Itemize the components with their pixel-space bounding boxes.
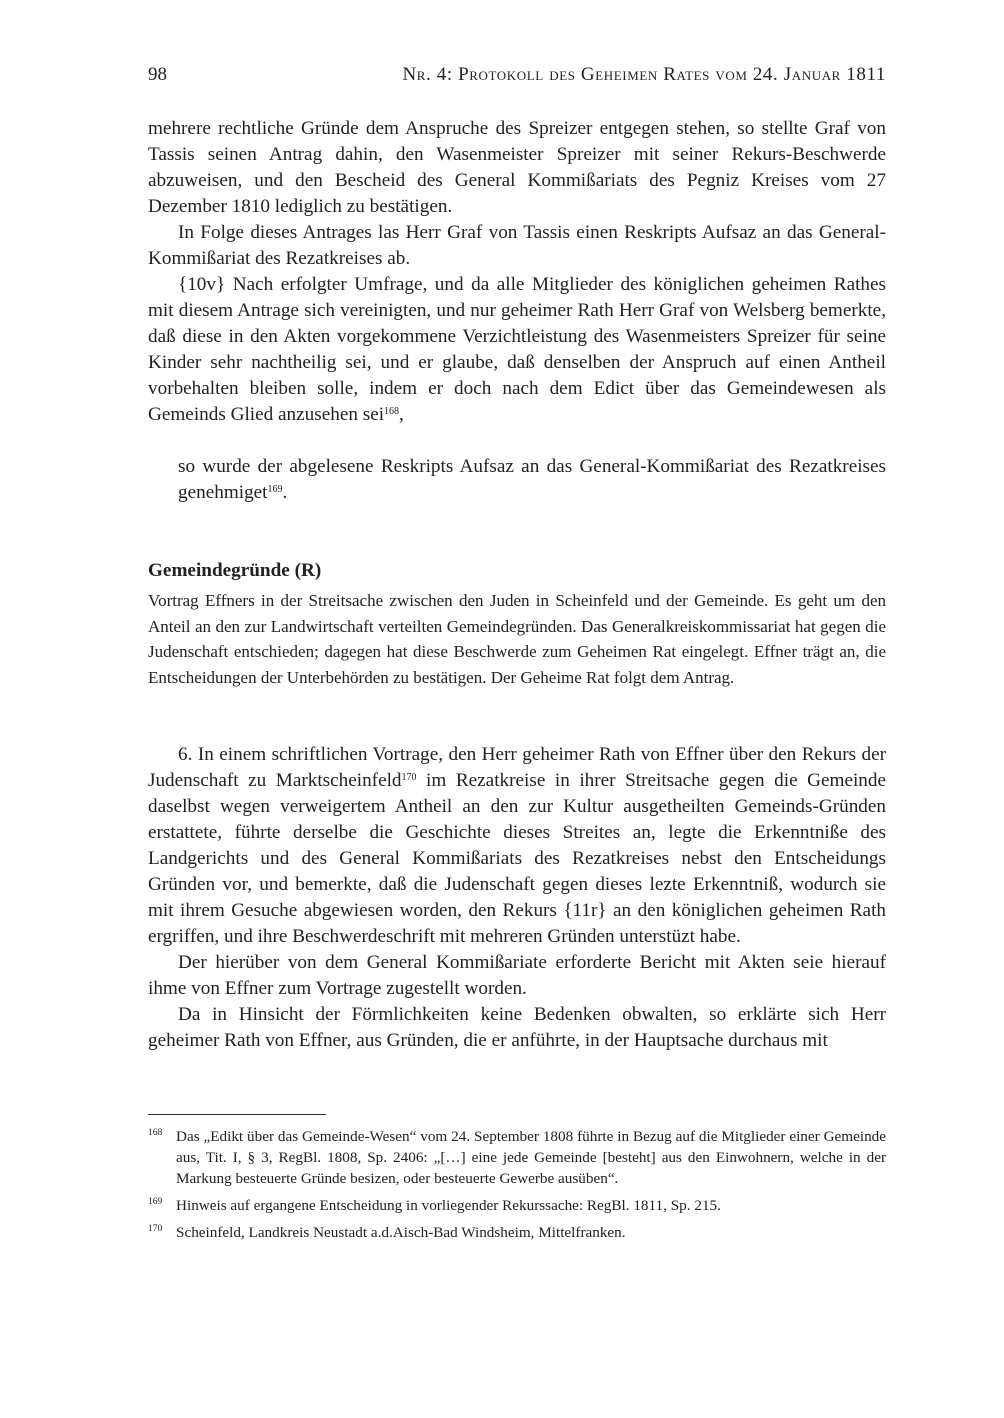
paragraph: mehrere rechtliche Gründe dem Anspruche des Spreizer entgegen stehen, so stellte Graf von Tassis seinen Antrag dahin, den Wasenmeister Spreizer mit seiner Rekurs-Beschwerde abzuweisen, und den Bescheid des General Kommißariats des Pegniz Kreises vom 27 Dezember 1810 lediglich zu bestätigen. [148, 118, 886, 217]
running-title: Nr. 4: Protokoll des Geheimen Rates vom 24. Januar 1811 [402, 64, 886, 85]
footnote-text: Das „Edikt über das Gemeinde-Wesen“ vom 24. September 1808 führte in Bezug auf die Mitglieder einer Gemeinde aus, Tit. I, § 3, RegBl. 1808, Sp. 2406: „[…] eine jede Gemeinde [besteht] aus den Einwohnern, welche in der Markung besteuerte Gründe besizen, oder besteuerte Gewerbe ausüben“. [176, 1128, 886, 1187]
punctuation: , [399, 404, 404, 425]
paragraph-text: im Rezatkreise in ihrer Streitsache gegen die Gemeinde daselbst wegen verweigertem Antheil an den zur Kultur ausgetheilten Gemeinds-Gründen erstattete, führte derselbe die Geschichte dieses Streites an, legte die Erkenntniße des Landgerichts und des General Kommißariats des Rezatkreises nebst den Entscheidungs Gründen vor, und bemerkte, daß die Judenschaft gegen dieses lezte Erkenntniß, wodurch sie mit ihrem Gesuche abgewiesen worden, den Rekurs {11r} an den königlichen geheimen Rath ergriffen, und ihre Beschwerdeschrift mit mehreren Gründen unterstüzt habe. [148, 770, 886, 947]
page-header [148, 64, 886, 90]
paragraph [148, 742, 886, 950]
footnote-text: Scheinfeld, Landkreis Neustadt a.d.Aisch-Bad Windsheim, Mittelfranken. [176, 1224, 626, 1241]
paragraph [148, 272, 886, 428]
paragraph-text: so wurde der abgelesene Reskripts Aufsaz an das General-Kommißariat des Rezatkreises genehmiget [178, 456, 886, 503]
paragraph-text: 6. In einem schriftlichen Vortrage, den Herr geheimer Rath von Effner über den Rekurs der Judenschaft zu Marktscheinfeld [148, 744, 886, 791]
paragraph [178, 454, 886, 506]
footnote [148, 1222, 886, 1243]
section-summary [148, 588, 886, 690]
paragraph: Der hierüber von dem General Kommißariate erforderte Bericht mit Akten seie hierauf ihme von Effner zum Vortrage zugestellt worden. [148, 952, 886, 999]
paragraph: Da in Hinsicht der Förmlichkeiten keine Bedenken obwalten, so erklärte sich Herr geheimer Rath von Effner, aus Gründen, die er anführte, in der Hauptsache durchaus mit [148, 1004, 886, 1051]
footnote-number: 168 [148, 1128, 163, 1138]
footnote-number: 169 [148, 1197, 163, 1207]
footnote [148, 1126, 886, 1189]
footnote-ref[interactable]: 170 [401, 772, 417, 783]
indented-resolution [178, 454, 886, 506]
punctuation: . [282, 482, 288, 503]
footnote-number: 170 [148, 1224, 163, 1234]
footnote-ref[interactable]: 169 [267, 484, 283, 495]
footnote-ref[interactable]: 168 [384, 406, 400, 417]
text-block-top [148, 116, 886, 428]
text-block-main [148, 742, 886, 1054]
footnote [148, 1195, 886, 1216]
section-heading: Gemeindegründe (R) [148, 560, 322, 581]
summary-text: Vortrag Effners in der Streitsache zwischen den Juden in Scheinfeld und der Gemeinde. Es geht um den Anteil an den zur Landwirtschaft verteilten Gemeindegründen. Das Generalkreiskommissariat hat gegen die Judenschaft entschieden; dagegen hat diese Beschwerde zum Geheimen Rat eingelegt. Effner trägt an, die Entscheidungen der Unterbehörden zu bestätigen. Der Geheime Rat folgt dem Antrag. [148, 591, 886, 687]
footnote-divider [148, 1114, 326, 1115]
footnote-text: Hinweis auf ergangene Entscheidung in vorliegender Rekurssache: RegBl. 1811, Sp. 215. [176, 1197, 721, 1214]
paragraph: In Folge dieses Antrages las Herr Graf von Tassis einen Reskripts Aufsaz an das General-Kommißariat des Rezatkreises ab. [148, 222, 886, 269]
paragraph-text: {10v} Nach erfolgter Umfrage, und da alle Mitglieder des königlichen geheimen Rathes mit diesem Antrage sich vereinigten, und nur geheimer Rath Herr Graf von Welsberg bemerkte, daß diese in den Akten vorgekommene Verzichtleistung des Wasenmeisters Spreizer für seine Kinder sehr nachtheilig sei, und er glaube, daß denselben der Anspruch auf einen Antheil vorbehalten bleiben solle, indem er doch nach dem Edict über das Gemeindewesen als Gemeinds Glied anzusehen sei [148, 274, 886, 425]
page-number: 98 [148, 64, 167, 85]
